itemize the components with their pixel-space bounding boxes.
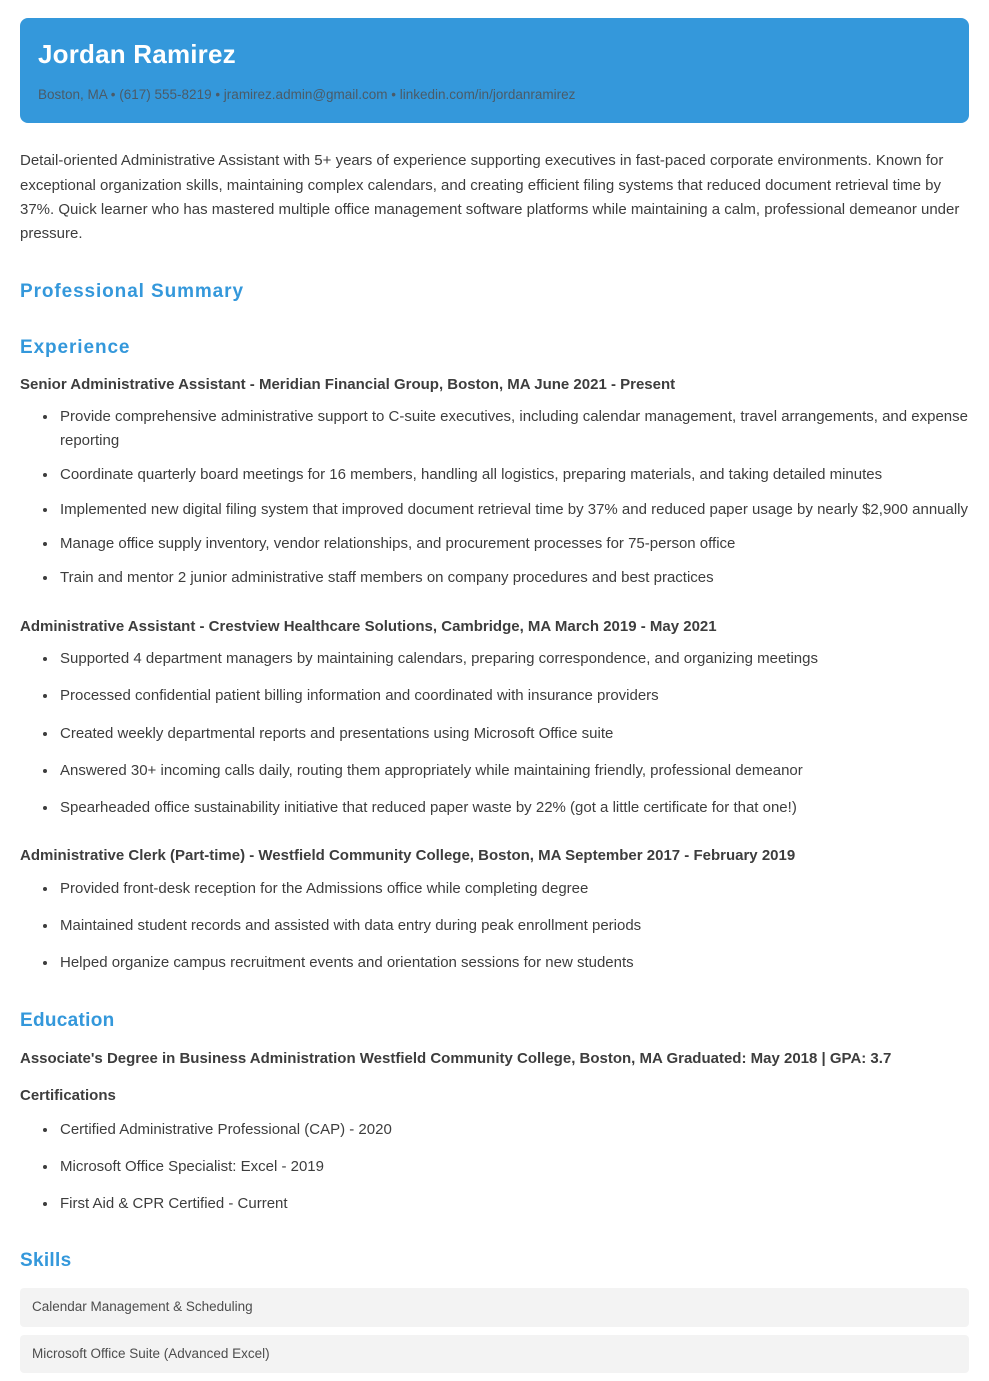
section-heading-experience: Experience	[20, 336, 131, 358]
list-item: • Coordinate quarterly board meetings for 16 members, handling all logistics, preparing materials, and taking detailed minutes	[58, 463, 969, 487]
list-item: • Manage office supply inventory, vendor relationships, and procurement processes for 75-person office	[58, 532, 969, 556]
list-item: • Provide comprehensive administrative support to C-suite executives, including calendar management, travel arrangements, and expense reporting	[58, 405, 969, 454]
experience-entry-title: Senior Administrative Assistant - Meridian Financial Group, Boston, MA June 2021 - Present	[20, 375, 676, 393]
skill-row: Calendar Management & Scheduling	[20, 1288, 969, 1326]
candidate-name: Jordan Ramirez	[38, 39, 236, 69]
resume-header	[20, 18, 969, 123]
skill-row: Microsoft Office Suite (Advanced Excel)	[20, 1335, 969, 1373]
summary-paragraph: Detail-oriented Administrative Assistant with 5+ years of experience supporting executives in fast-paced corporate environments. Known for exceptional organization skills, maintaining complex calendars, and creating efficient filing systems that reduced document retrieval time by 37%. Quick learner who has mastered multiple office management software platforms while maintaining a calm, professional demeanor under pressure.	[20, 152, 960, 243]
list-item: • Answered 30+ incoming calls daily, routing them appropriately while maintaining friendly, professional demeanor	[58, 759, 969, 783]
certifications-heading: Certifications	[20, 1086, 116, 1104]
list-item: • Maintained student records and assisted with data entry during peak enrollment periods	[58, 914, 969, 938]
experience-bullet-list	[20, 405, 969, 591]
section-heading-professional-summary: Professional Summary	[20, 280, 244, 302]
contact-line: Boston, MA • (617) 555-8219 • jramirez.admin@gmail.com • linkedin.com/in/jordanramirez	[38, 86, 576, 102]
experience-entry-title: Administrative Clerk (Part-time) - Westfield Community College, Boston, MA September 2017 - February 2019	[20, 847, 796, 865]
certifications-list	[20, 1118, 969, 1217]
list-item: • Certified Administrative Professional (CAP) - 2020	[58, 1118, 969, 1142]
list-item: • Spearheaded office sustainability initiative that reduced paper waste by 22% (got a little certificate for that one!)	[58, 796, 969, 820]
list-item: • Helped organize campus recruitment events and orientation sessions for new students	[58, 951, 969, 975]
list-item: • Provided front-desk reception for the Admissions office while completing degree	[58, 877, 969, 901]
skills-list	[20, 1288, 969, 1372]
list-item: • Created weekly departmental reports and presentations using Microsoft Office suite	[58, 722, 969, 746]
list-item: • Processed confidential patient billing information and coordinated with insurance providers	[58, 684, 969, 708]
list-item: • Supported 4 department managers by maintaining calendars, preparing correspondence, and organizing meetings	[58, 647, 969, 671]
experience-entry	[20, 375, 969, 591]
list-item: • Microsoft Office Specialist: Excel - 2019	[58, 1155, 969, 1179]
education-degree-line: Associate's Degree in Business Administration Westfield Community College, Boston, MA Graduated: May 2018 | GPA: 3.7	[20, 1049, 892, 1067]
experience-bullet-list	[20, 877, 969, 976]
list-item: • Train and mentor 2 junior administrative staff members on company procedures and best practices	[58, 566, 969, 590]
list-item: • Implemented new digital filing system that improved document retrieval time by 37% and reduced paper usage by nearly $2,900 annually	[58, 498, 969, 522]
experience-bullet-list	[20, 647, 969, 820]
list-item: • First Aid & CPR Certified - Current	[58, 1192, 969, 1216]
experience-entry-title: Administrative Assistant - Crestview Healthcare Solutions, Cambridge, MA March 2019 - May 2021	[20, 617, 717, 635]
section-heading-skills: Skills	[20, 1250, 72, 1272]
experience-entry	[20, 846, 969, 975]
experience-entry	[20, 617, 969, 821]
section-heading-education: Education	[20, 1009, 115, 1031]
